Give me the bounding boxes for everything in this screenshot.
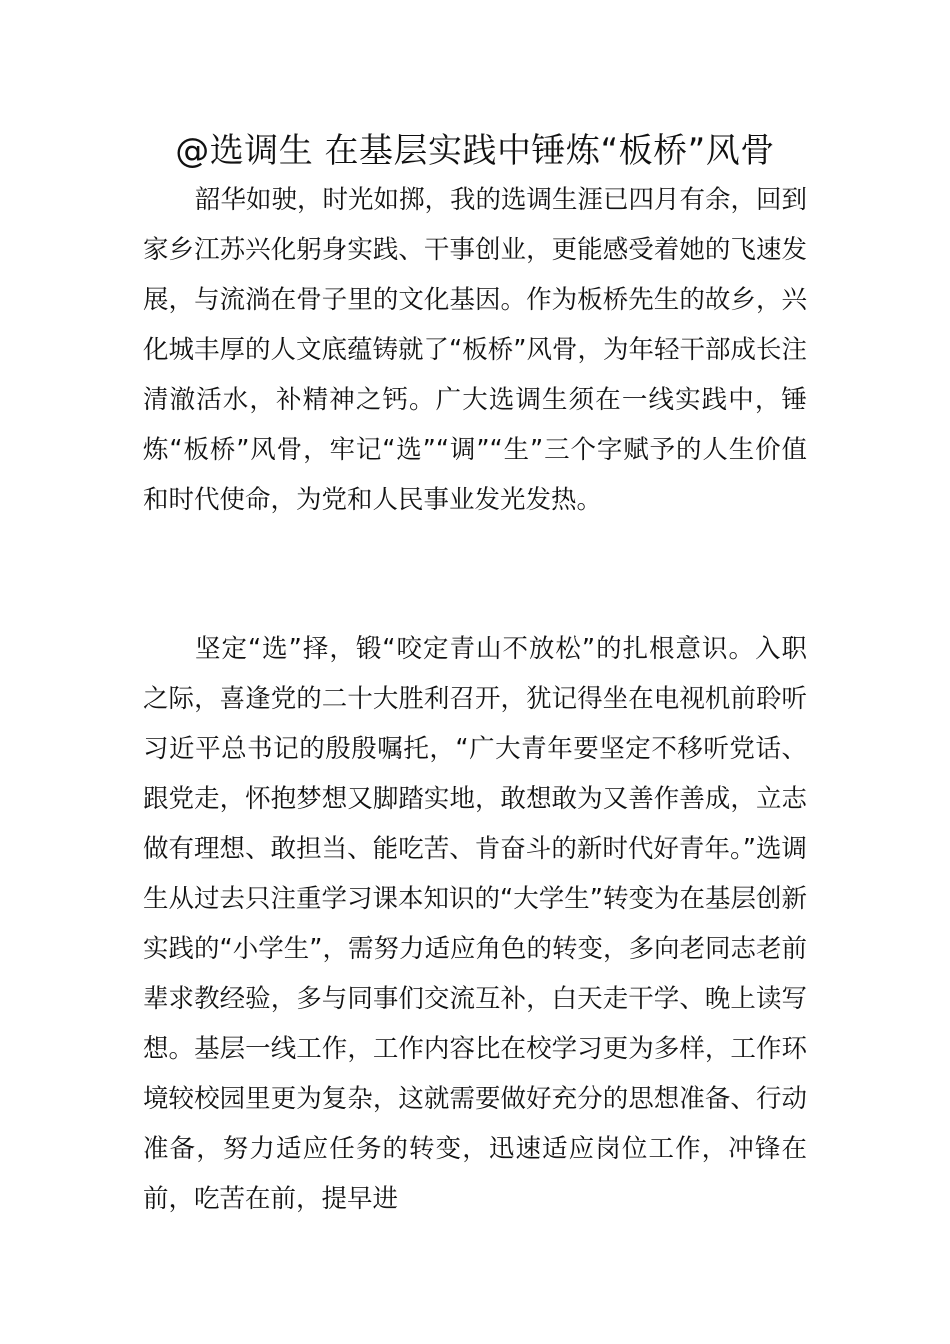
document-title: @选调生 在基层实践中锤炼“板桥”风骨 bbox=[175, 131, 775, 171]
paragraph-choice: 坚定“选”择，锻“咬定青山不放松”的扎根意识。入职之际，喜逢党的二十大胜利召开，犹记得坐在电视机前聆听习近平总书记的殷殷嘱托，“广大青年要坚定不移听党话、跟党走，怀抱梦想又脚踏实地，敢想敢为又善作善成，立志做有理想、敢担当、能吃苦、肯奋斗的新时代好青年。”选调生从过去只注重学习课本知识的“大学生”转变为在基层创新实践的“小学生”，需努力适应角色的转变，多向老同志老前辈求教经验，多与同事们交流互补，白天走干学、晚上读写想。基层一线工作，工作内容比在校学习更为多样，工作环境较校园里更为复杂，这就需要做好充分的思想准备、行动准备，努力适应任务的转变，迅速适应岗位工作，冲锋在前，吃苦在前，提早进 bbox=[143, 634, 807, 1214]
paragraph-intro: 韶华如驶，时光如掷，我的选调生涯已四月有余，回到家乡江苏兴化躬身实践、干事创业，更能感受着她的飞速发展，与流淌在骨子里的文化基因。作为板桥先生的故乡，兴化城丰厚的人文底蕴铸就了“板桥”风骨，为年轻干部成长注清澈活水，补精神之钙。广大选调生须在一线实践中，锤炼“板桥”风骨，牢记“选”“调”“生”三个字赋予的人生价值和时代使命，为党和人民事业发光发热。 bbox=[143, 185, 808, 515]
